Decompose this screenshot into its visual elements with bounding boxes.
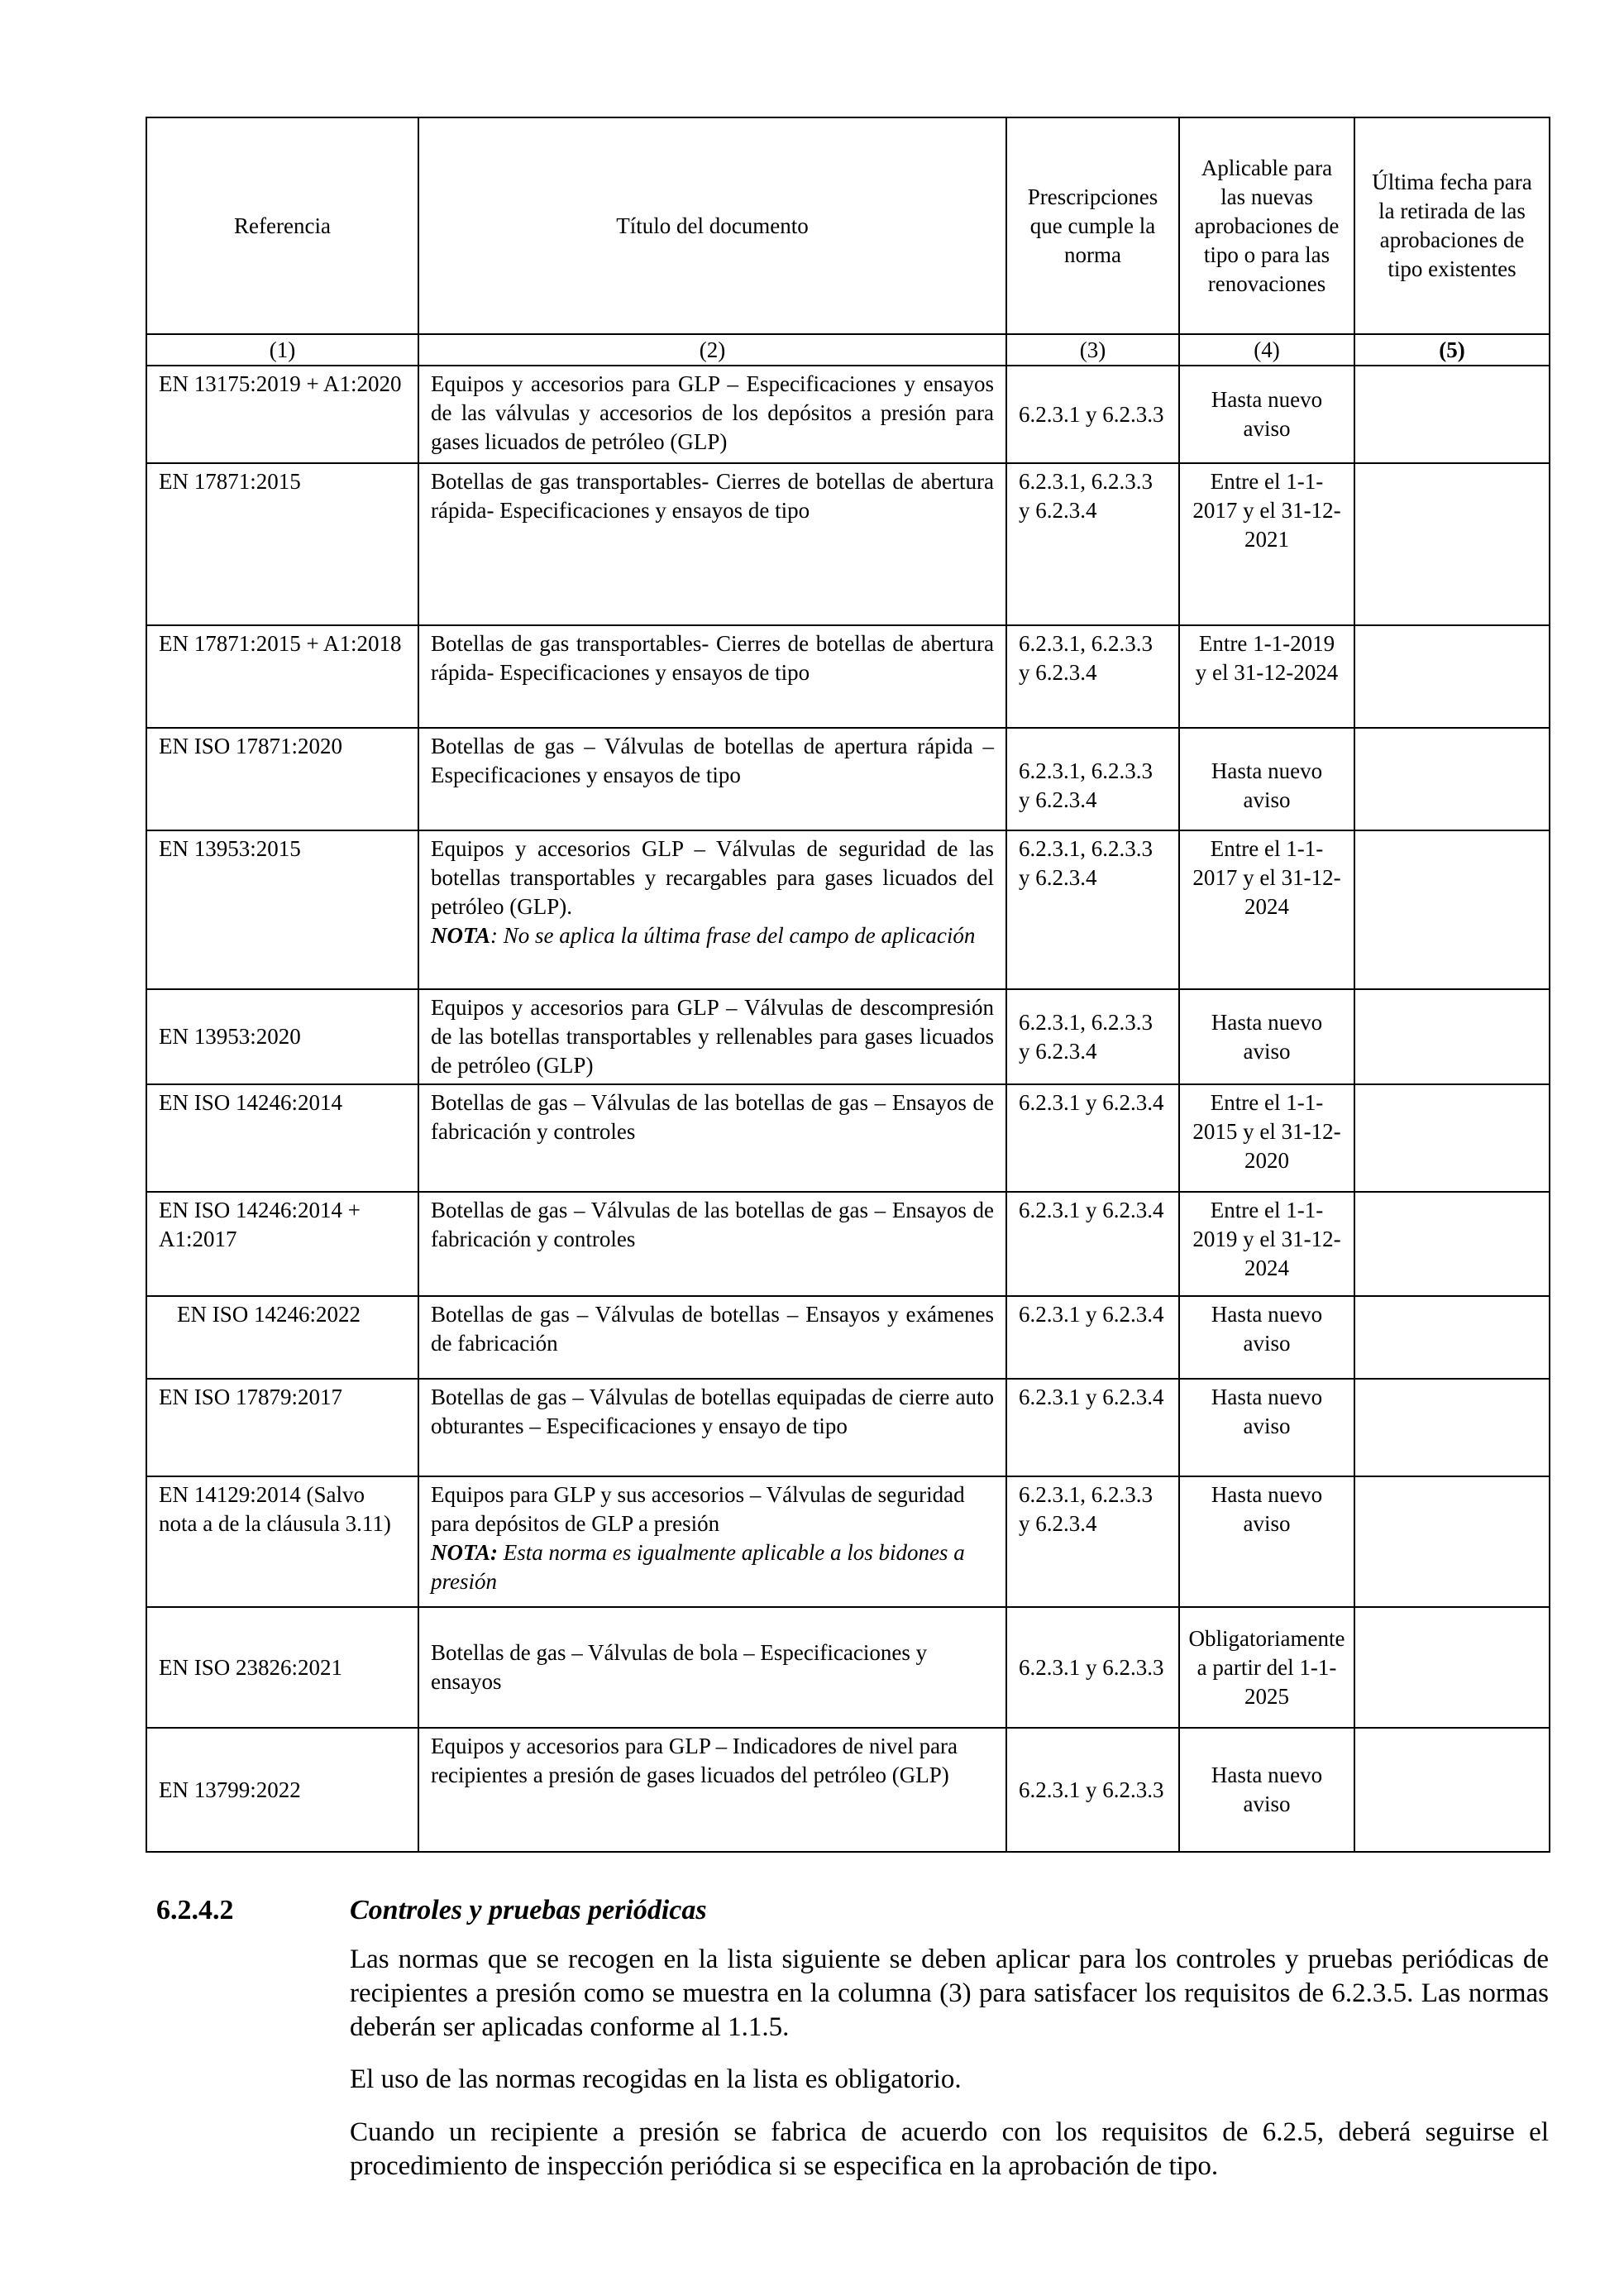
cell-prescripciones: 6.2.3.1 y 6.2.3.4 (1006, 1379, 1179, 1476)
cell-prescripciones: 6.2.3.1 y 6.2.3.3 (1006, 1607, 1179, 1728)
header-prescripciones: Prescripciones que cumple la norma (1006, 117, 1179, 334)
cell-aplicable: Entre el 1-1-2017 y el 31-12-2021 (1179, 463, 1354, 625)
cell-ultima-fecha (1354, 1728, 1550, 1852)
cell-titulo: Botellas de gas – Válvulas de botellas – Ensayos y exámenes de fabricación (418, 1296, 1006, 1379)
cell-referencia: EN 14129:2014 (Salvo nota a de la cláusula 3.11) (146, 1476, 418, 1607)
cell-referencia: EN 17871:2015 + A1:2018 (146, 625, 418, 728)
cell-ultima-fecha (1354, 1379, 1550, 1476)
cell-referencia: EN ISO 14246:2014 + A1:2017 (146, 1192, 418, 1296)
table-row (146, 1607, 1550, 1728)
note-text: : No se aplica la última frase del campo de aplicación (490, 923, 976, 948)
cell-aplicable: Entre el 1-1-2015 y el 31-12-2020 (1179, 1084, 1354, 1192)
standards-table (146, 117, 1550, 1853)
column-number: (1) (146, 334, 418, 366)
cell-prescripciones: 6.2.3.1, 6.2.3.3 y 6.2.3.4 (1006, 989, 1179, 1084)
cell-aplicable: Entre 1-1-2019 y el 31-12-2024 (1179, 625, 1354, 728)
table-row (146, 366, 1550, 463)
cell-titulo: Equipos y accesorios para GLP – Indicadores de nivel para recipientes a presión de gases licuados del petróleo (GLP) (418, 1728, 1006, 1852)
header-titulo: Título del documento (418, 117, 1006, 334)
table-row (146, 728, 1550, 830)
cell-ultima-fecha (1354, 728, 1550, 830)
column-number: (4) (1179, 334, 1354, 366)
cell-referencia: EN ISO 17879:2017 (146, 1379, 418, 1476)
table-row (146, 625, 1550, 728)
cell-ultima-fecha (1354, 1607, 1550, 1728)
cell-referencia: EN 13799:2022 (146, 1728, 418, 1852)
cell-titulo (418, 1476, 1006, 1607)
cell-ultima-fecha (1354, 1476, 1550, 1607)
cell-aplicable: Hasta nuevo aviso (1179, 989, 1354, 1084)
cell-aplicable: Entre el 1-1-2019 y el 31-12-2024 (1179, 1192, 1354, 1296)
table-row (146, 1084, 1550, 1192)
cell-aplicable: Hasta nuevo aviso (1179, 728, 1354, 830)
note-label: NOTA: (431, 1540, 498, 1565)
table-row (146, 830, 1550, 989)
cell-referencia: EN ISO 14246:2014 (146, 1084, 418, 1192)
table-header-row (146, 117, 1550, 334)
cell-titulo: Equipos y accesorios para GLP – Especificaciones y ensayos de las válvulas y accesorios de los depósitos a presión para gases licuados de petróleo (GLP) (418, 366, 1006, 463)
cell-prescripciones: 6.2.3.1 y 6.2.3.4 (1006, 1296, 1179, 1379)
cell-titulo: Botellas de gas transportables- Cierres de botellas de abertura rápida- Especificaciones y ensayos de tipo (418, 463, 1006, 625)
header-referencia: Referencia (146, 117, 418, 334)
header-ultima-fecha: Última fecha para la retirada de las aprobaciones de tipo existentes (1354, 117, 1550, 334)
cell-titulo: Botellas de gas – Válvulas de las botellas de gas – Ensayos de fabricación y controles (418, 1192, 1006, 1296)
cell-aplicable: Hasta nuevo aviso (1179, 366, 1354, 463)
table-row (146, 1192, 1550, 1296)
cell-ultima-fecha (1354, 1084, 1550, 1192)
cell-titulo: Botellas de gas – Válvulas de botellas de apertura rápida – Especificaciones y ensayos de tipo (418, 728, 1006, 830)
cell-aplicable: Hasta nuevo aviso (1179, 1379, 1354, 1476)
cell-aplicable: Hasta nuevo aviso (1179, 1476, 1354, 1607)
table-row (146, 1728, 1550, 1852)
column-number: (3) (1006, 334, 1179, 366)
column-number: (2) (418, 334, 1006, 366)
cell-prescripciones: 6.2.3.1 y 6.2.3.3 (1006, 1728, 1179, 1852)
section-paragraph: El uso de las normas recogidas en la lista es obligatorio. (350, 2064, 962, 2094)
cell-aplicable: Entre el 1-1-2017 y el 31-12-2024 (1179, 830, 1354, 989)
cell-ultima-fecha (1354, 989, 1550, 1084)
cell-aplicable: Obligatoriamente a partir del 1-1-2025 (1179, 1607, 1354, 1728)
note-label: NOTA (431, 923, 491, 948)
column-number: (5) (1354, 334, 1550, 366)
cell-referencia: EN 17871:2015 (146, 463, 418, 625)
cell-aplicable: Hasta nuevo aviso (1179, 1728, 1354, 1852)
table-row (146, 1296, 1550, 1379)
cell-referencia: EN ISO 23826:2021 (146, 1607, 418, 1728)
cell-ultima-fecha (1354, 625, 1550, 728)
cell-aplicable: Hasta nuevo aviso (1179, 1296, 1354, 1379)
table-row (146, 1379, 1550, 1476)
cell-referencia: EN ISO 17871:2020 (146, 728, 418, 830)
cell-prescripciones: 6.2.3.1 y 6.2.3.4 (1006, 1084, 1179, 1192)
table-row (146, 1476, 1550, 1607)
section-paragraph: Cuando un recipiente a presión se fabrica de acuerdo con los requisitos de 6.2.5, deberá seguirse el procedimiento de inspección periódica si se especifica en la aprobación de tipo. (350, 2117, 1549, 2181)
cell-prescripciones: 6.2.3.1, 6.2.3.3 y 6.2.3.4 (1006, 1476, 1179, 1607)
note-text: Esta norma es igualmente aplicable a los bidones a presión (431, 1540, 965, 1594)
cell-titulo: Botellas de gas – Válvulas de las botellas de gas – Ensayos de fabricación y controles (418, 1084, 1006, 1192)
cell-ultima-fecha (1354, 463, 1550, 625)
cell-referencia: EN 13175:2019 + A1:2020 (146, 366, 418, 463)
cell-titulo: Botellas de gas transportables- Cierres de botellas de abertura rápida- Especificaciones y ensayos de tipo (418, 625, 1006, 728)
section-title: Controles y pruebas periódicas (350, 1895, 707, 1925)
cell-referencia: EN 13953:2015 (146, 830, 418, 989)
cell-titulo: Botellas de gas – Válvulas de bola – Especificaciones y ensayos (418, 1607, 1006, 1728)
section-paragraph: Las normas que se recogen en la lista siguiente se deben aplicar para los controles y pruebas periódicas de recipientes a presión como se muestra en la columna (3) para satisfacer los requisitos de 6.2.3.5. Las normas deberán ser aplicadas conforme al 1.1.5. (350, 1944, 1549, 2042)
cell-titulo: Botellas de gas – Válvulas de botellas equipadas de cierre auto obturantes – Especificaciones y ensayo de tipo (418, 1379, 1006, 1476)
cell-prescripciones: 6.2.3.1, 6.2.3.3 y 6.2.3.4 (1006, 728, 1179, 830)
cell-prescripciones: 6.2.3.1, 6.2.3.3 y 6.2.3.4 (1006, 830, 1179, 989)
cell-ultima-fecha (1354, 830, 1550, 989)
cell-referencia: EN ISO 14246:2022 (146, 1296, 418, 1379)
table-row (146, 463, 1550, 625)
cell-titulo-text: Equipos y accesorios GLP – Válvulas de seguridad de las botellas transportables y recargables para gases licuados del petróleo (GLP). (431, 836, 994, 919)
cell-prescripciones: 6.2.3.1, 6.2.3.3 y 6.2.3.4 (1006, 625, 1179, 728)
column-number-row (146, 334, 1550, 366)
cell-prescripciones: 6.2.3.1 y 6.2.3.3 (1006, 366, 1179, 463)
cell-titulo-text: Equipos para GLP y sus accesorios – Válvulas de seguridad para depósitos de GLP a presión (431, 1482, 965, 1536)
section-number: 6.2.4.2 (156, 1895, 234, 1925)
table-row (146, 989, 1550, 1084)
cell-prescripciones: 6.2.3.1, 6.2.3.3 y 6.2.3.4 (1006, 463, 1179, 625)
cell-prescripciones: 6.2.3.1 y 6.2.3.4 (1006, 1192, 1179, 1296)
cell-ultima-fecha (1354, 1192, 1550, 1296)
header-aplicable: Aplicable para las nuevas aprobaciones de tipo o para las renovaciones (1179, 117, 1354, 334)
cell-titulo (418, 830, 1006, 989)
cell-ultima-fecha (1354, 1296, 1550, 1379)
cell-ultima-fecha (1354, 366, 1550, 463)
cell-titulo: Equipos y accesorios para GLP – Válvulas de descompresión de las botellas transportables y rellenables para gases licuados de petróleo (GLP) (418, 989, 1006, 1084)
cell-referencia: EN 13953:2020 (146, 989, 418, 1084)
